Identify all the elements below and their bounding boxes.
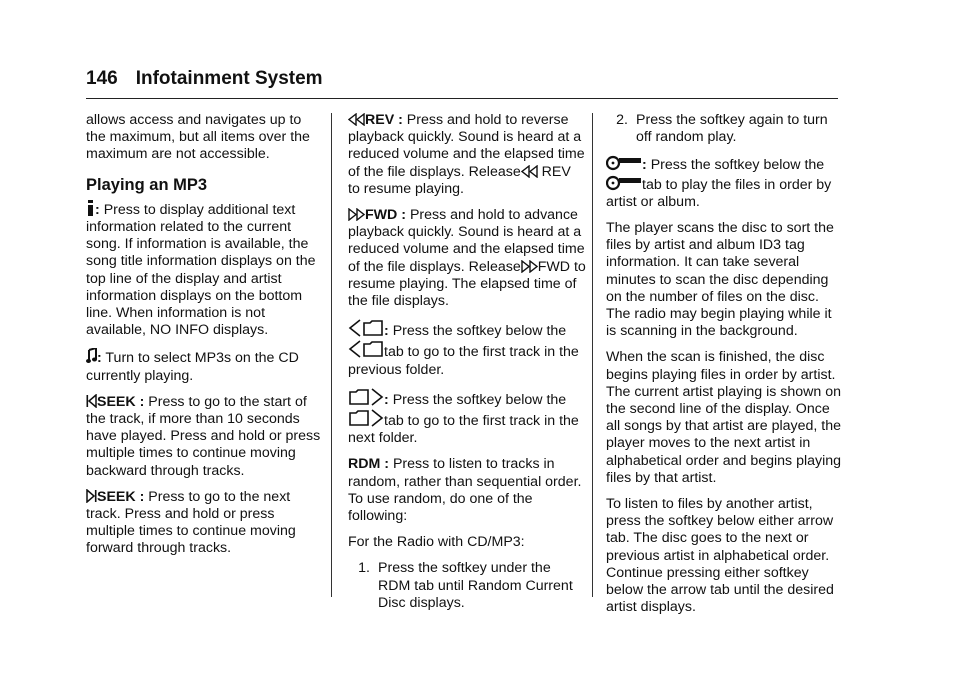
page-header xyxy=(86,68,838,90)
column-1 xyxy=(86,112,324,567)
radio-cd-mp3-label: For the Radio with CD/MP3: xyxy=(348,534,525,551)
steps-list-continued xyxy=(606,112,844,146)
rewind-icon xyxy=(348,113,365,126)
fwd-description: FWD : Press and hold to advance playback quickly. Sound is heard at a reduced volume and the elapsed time of the file displays. Release FWD to resume playing. The elapsed time of the file displays. xyxy=(348,207,586,310)
previous-folder-description: : Press the softkey below the tab to go to the first track in the previous folder. xyxy=(348,319,586,379)
fast-forward-icon xyxy=(348,208,365,221)
column-2 xyxy=(348,112,586,621)
list-item: 1. Press the softkey under the RDM tab until Random Current Disc displays. xyxy=(358,560,573,611)
seek-back-icon xyxy=(86,394,97,408)
scan-paragraph: The player scans the disc to sort the files by artist and album ID3 tag information. It can take several minutes to scan the disc depending on the number of files on the disc. The radio may begin playing while it is scanning in the background. xyxy=(606,220,834,340)
previous-folder-icon xyxy=(348,340,384,358)
info-button-description: : Press to display additional text information related to the current song. If information is available, the song title information displays on the top line of the display and artist information displays on the bottom line. When information is not available, NO INFO displays. xyxy=(86,201,316,339)
artist-album-icon xyxy=(606,175,642,191)
column-divider-1 xyxy=(331,113,332,597)
next-folder-description: : Press the softkey below the tab to go to the first track in the next folder. xyxy=(348,388,586,448)
header-rule xyxy=(86,98,838,99)
fast-forward-icon xyxy=(521,260,538,273)
seek-forward-icon xyxy=(86,489,97,503)
info-icon xyxy=(86,200,95,216)
heading-playing-mp3: Playing an MP3 xyxy=(86,175,208,194)
column-3 xyxy=(606,112,844,625)
column-divider-2 xyxy=(592,113,593,597)
seek-back-description: SEEK : Press to go to the start of the track, if more than 10 seconds have played. Press and hold or press multiple times to continue moving backward through tracks. xyxy=(86,393,321,479)
next-folder-icon xyxy=(348,388,384,406)
seek-forward-description: SEEK : Press to go to the next track. Press and hold or press multiple times to continue moving forward through tracks. xyxy=(86,488,296,557)
artist-album-icon xyxy=(606,155,642,171)
next-folder-icon xyxy=(348,409,384,427)
page-number: 146 xyxy=(86,68,118,89)
rewind-icon xyxy=(521,165,538,178)
artist-album-description: : Press the softkey below the tab to play the files in order by artist or album. xyxy=(606,157,832,210)
rev-description: REV : Press and hold to reverse playback quickly. Sound is heard at a reduced volume and the elapsed time of the file displays. Release REV to resume playing. xyxy=(348,112,585,197)
list-item: 2. Press the softkey again to turn off random play. xyxy=(616,112,828,146)
other-artist-paragraph: To listen to files by another artist, press the softkey below either arrow tab. The disc goes to the next or previous artist in alphabetical order. Continue pressing either softkey below the arrow tab until the desired artist displays. xyxy=(606,496,834,616)
rdm-description: RDM : Press to listen to tracks in random, rather than sequential order. To use random, do one of the following: xyxy=(348,456,582,525)
intro-paragraph: allows access and navigates up to the maximum, but all items over the maximum are not accessible. xyxy=(86,112,310,163)
steps-list xyxy=(348,560,586,612)
music-knob-description: : Turn to select MP3s on the CD currently playing. xyxy=(86,350,299,384)
music-note-icon xyxy=(86,348,97,364)
section-title: Infotainment System xyxy=(135,68,323,89)
scan-finished-paragraph: When the scan is finished, the disc begins playing files in order by artist. The current artist playing is shown on the second line of the display. Once all songs by that artist are played, the player moves to the next artist in alphabetical order and begins playing files by that artist. xyxy=(606,349,842,486)
previous-folder-icon xyxy=(348,319,384,337)
